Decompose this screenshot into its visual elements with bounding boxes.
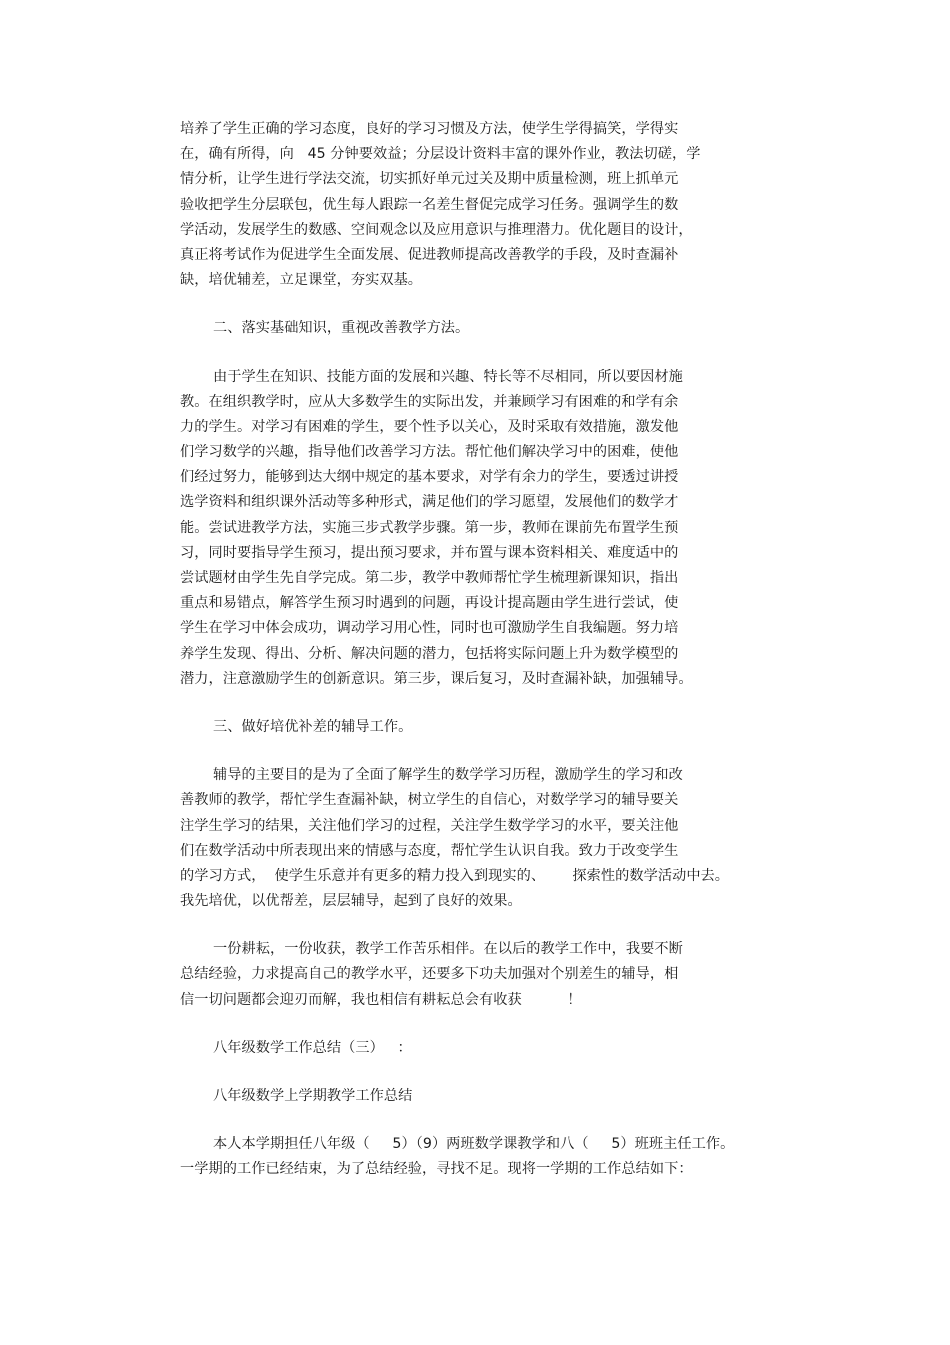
paragraph-2: [180, 365, 760, 692]
text-line: 教。在组织教学时，应从大多数学生的实际出发，并兼顾学习有困难的和学有余: [180, 393, 679, 410]
section-heading-2: [180, 316, 760, 341]
text-line: 辅导的主要目的是为了全面了解学生的数学学习历程，激励学生的学习和改: [213, 767, 683, 784]
text-line: 我先培优，以优帮差，层层辅导，起到了良好的效果。: [180, 893, 522, 910]
text-line: 习，同时要指导学生预习，提出预习要求，并布置与课本资料相关、难度适中的: [180, 544, 679, 561]
text-line: 情分析，让学生进行学法交流，切实抓好单元过关及期中质量检测，班上抓单元: [180, 171, 679, 188]
text-line: 潜力，注意激励学生的创新意识。第三步，课后复习，及时查漏补缺，加强辅导。: [180, 670, 693, 687]
text-line: 力的学生。对学习有困难的学生，要个性予以关心，及时采取有效措施，激发他: [180, 418, 679, 435]
document-title: [180, 1036, 760, 1061]
text-line: 们在数学活动中所表现出来的情感与态度，帮忙学生认识自我。致力于改变学生: [180, 842, 679, 859]
paragraph-3: [180, 763, 760, 914]
title-text: 八年级数学工作总结（三） ：: [213, 1039, 412, 1056]
text-line: 善教师的教学，帮忙学生查漏补缺，树立学生的自信心，对数学学习的辅导要关: [180, 792, 679, 809]
text-line: 学生在学习中体会成功，调动学习用心性，同时也可激励学生自我编题。努力培: [180, 620, 679, 637]
text-line: 真正将考试作为促进学生全面发展、促进教师提高改善教学的手段，及时查漏补: [180, 246, 679, 263]
text-line: 信一切问题都会迎刃而解，我也相信有耕耘总会有收获 ！: [180, 991, 582, 1008]
text-line: 一份耕耘，一份收获，教学工作苦乐相伴。在以后的教学工作中，我要不断: [213, 941, 683, 958]
text-line: 能。尝试进教学方法，实施三步式教学步骤。第一步，教师在课前先布置学生预: [180, 519, 679, 536]
document-page: [180, 117, 760, 1183]
text-line: 在，确有所得，向 45 分钟要效益；分层设计资料丰富的课外作业，教法切磋，学: [180, 146, 701, 163]
text-line: 一学期的工作已经结束，为了总结经验，寻找不足。现将一学期的工作总结如下：: [180, 1161, 693, 1178]
text-line: 养学生发现、得出、分析、解决问题的潜力，包括将实际问题上升为数学模型的: [180, 645, 679, 662]
document-subtitle: [180, 1084, 760, 1109]
text-line: 尝试题材由学生先自学完成。第二步，教学中教师帮忙学生梳理新课知识，指出: [180, 570, 679, 586]
text-line: 们经过努力，能够到达大纲中规定的基本要求，对学有余力的学生，要透过讲授: [180, 469, 679, 486]
section-heading-3: [180, 715, 760, 740]
text-line: 学活动，发展学生的数感、空间观念以及应用意识与推理潜力。优化题目的设计，: [180, 221, 693, 238]
text-line: 由于学生在知识、技能方面的发展和兴趣、特长等不尽相同，所以要因材施: [213, 368, 683, 385]
text-line: 们学习数学的兴趣，指导他们改善学习方法。帮忙他们解决学习中的困难，使他: [180, 444, 679, 461]
paragraph-4: [180, 937, 760, 1013]
text-line: 选学资料和组织课外活动等多种形式，满足他们的学习愿望，发展他们的数学才: [180, 494, 679, 511]
subtitle-text: 八年级数学上学期教学工作总结: [213, 1088, 413, 1104]
text-line: 本人本学期担任八年级（ 5）（9）两班数学课教学和八（ 5）班班主任工作。: [213, 1136, 735, 1153]
text-line: 总结经验，力求提高自己的教学水平，还要多下功夫加强对个别差生的辅导，相: [180, 966, 679, 983]
text-line: 注学生学习的结果，关注他们学习的过程，关注学生数学学习的水平，要关注他: [180, 817, 679, 834]
text-line: 培养了学生正确的学习态度，良好的学习习惯及方法，使学生学得搞笑，学得实: [180, 121, 679, 137]
heading-text: 二、落实基础知识，重视改善教学方法。: [213, 320, 470, 337]
paragraph-1: [180, 117, 760, 293]
text-line: 重点和易错点，解答学生预习时遇到的问题，再设计提高题由学生进行尝试，使: [180, 595, 679, 612]
text-line: 缺，培优辅差，立足课堂，夯实双基。: [180, 272, 423, 289]
heading-text: 三、做好培优补差的辅导工作。: [213, 718, 413, 735]
text-line: 验收把学生分层联包，优生每人跟踪一名差生督促完成学习任务。强调学生的数: [180, 196, 679, 213]
paragraph-5: [180, 1132, 760, 1182]
text-line: 的学习方式， 使学生乐意并有更多的精力投入到现实的、 探索性的数学活动中去。: [180, 867, 730, 884]
